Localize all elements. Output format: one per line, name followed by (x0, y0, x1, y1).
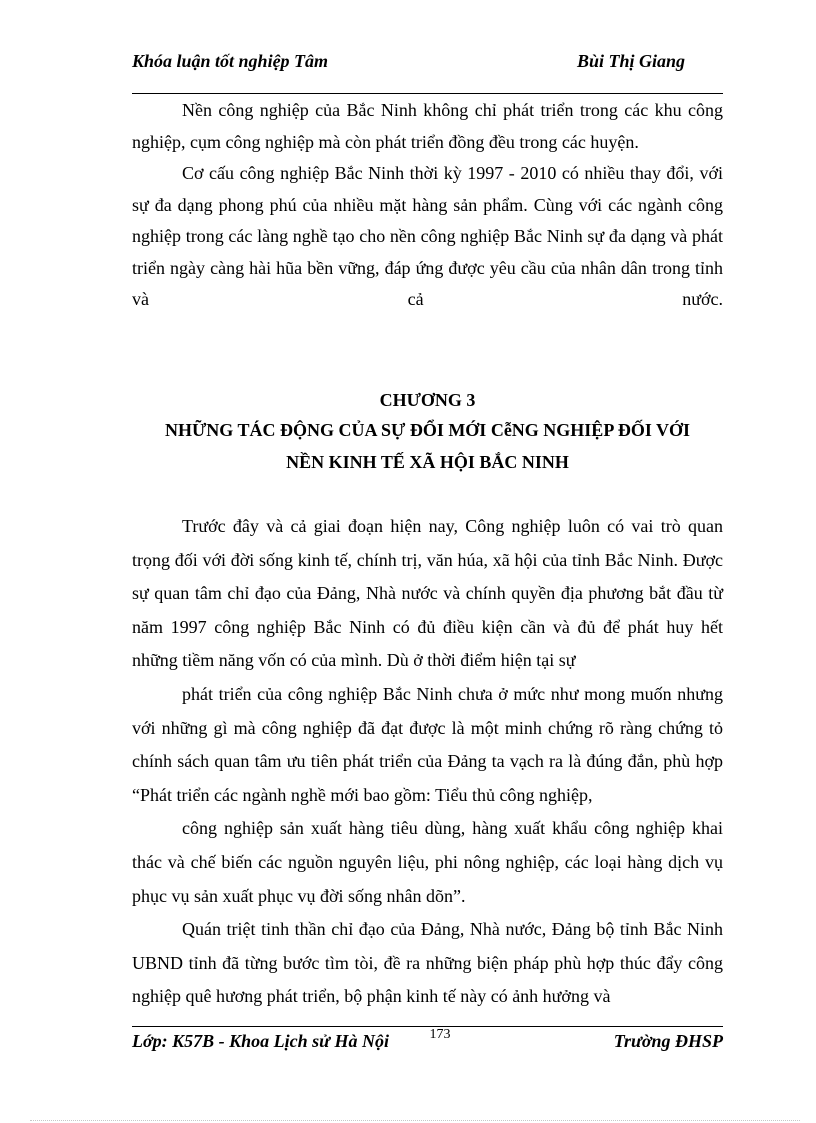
intro-paragraph-1: Nền công nghiệp của Bắc Ninh không chỉ phát triển trong các khu công nghiệp, cụm công nghiệp mà còn phát triển đồng đều trong các huyện. (132, 100, 723, 152)
footer-school-label: Trường ĐHSP (613, 1031, 723, 1051)
page-bottom-dotted-line (30, 1120, 800, 1121)
body-paragraph-2: phát triển của công nghiệp Bắc Ninh chưa ở mức như mong muốn nhưng với những gì mà công nghiệp đã đạt được là một minh chứng rõ ràng chứng tỏ chính sách quan tâm ưu tiên phát triển của Đảng ta vạch ra là đúng đắn, phù hợp “Phát triển các ngành nghề mới bao gồm: Tiểu thủ công nghiệp, (132, 683, 723, 805)
chapter-number: CHƯƠNG 3 (379, 390, 476, 410)
intro-text (132, 95, 723, 316)
intro-paragraph-2: Cơ cấu công nghiệp Bắc Ninh thời kỳ 1997 - 2010 có nhiều thay đổi, với sự đa dạng phong phú của nhiều mặt hàng sản phẩm. Cùng với các ngành công nghiệp trong các làng nghề tạo cho nền công nghiệp Bắc Ninh sự đa dạng và phát triển ngày càng hài hũa bền vững, đáp ứng được yêu cầu của nhân dân trong tỉnh và cả nước. (132, 163, 723, 309)
body-paragraph-4: Quán triệt tinh thần chỉ đạo của Đảng, Nhà nước, Đảng bộ tỉnh Bắc Ninh UBND tỉnh đã từng bước tìm tòi, đề ra những biện pháp phù hợp thúc đẩy công nghiệp quê hương phát triển, bộ phận kinh tế này có ảnh hưởng và (132, 919, 723, 1007)
header-author-name: Bùi Thị Giang (577, 51, 686, 71)
chapter-title-line-2: NỀN KINH TẾ XÃ HỘI BẮC NINH (286, 452, 569, 472)
footer-class-label: Lớp: K57B - Khoa Lịch sử Hà Nội (132, 1031, 389, 1051)
header-divider (132, 93, 723, 94)
page-number: 173 (429, 1027, 451, 1042)
body-paragraph-1: Trước đây và cả giai đoạn hiện nay, Công nghiệp luôn có vai trò quan trọng đối với đời sống kinh tế, chính trị, văn húa, xã hội của tỉnh Bắc Ninh. Được sự quan tâm chỉ đạo của Đảng, Nhà nước và chính quyền địa phương bắt đầu từ năm 1997 công nghiệp Bắc Ninh có đủ điều kiện cần và đủ để phát huy hết những tiềm năng vốn có của mình. Dù ở thời điểm hiện tại sự (132, 516, 723, 671)
header-thesis-label: Khóa luận tốt nghiệp Tâm (132, 51, 329, 71)
body-paragraph-3: công nghiệp sản xuất hàng tiêu dùng, hàng xuất khẩu công nghiệp khai thác và chế biến các nguồn nguyên liệu, phi nông nghiệp, các loại hàng dịch vụ phục vụ sản xuất phục vụ đời sống nhân dõn”. (132, 818, 723, 906)
chapter-body (132, 510, 723, 1014)
chapter-heading (132, 386, 723, 478)
chapter-title-line-1: NHỮNG TÁC ĐỘNG CỦA SỰ ĐỔI MỚI CễNG NGHIỆP ĐỐI VỚI (164, 420, 691, 440)
